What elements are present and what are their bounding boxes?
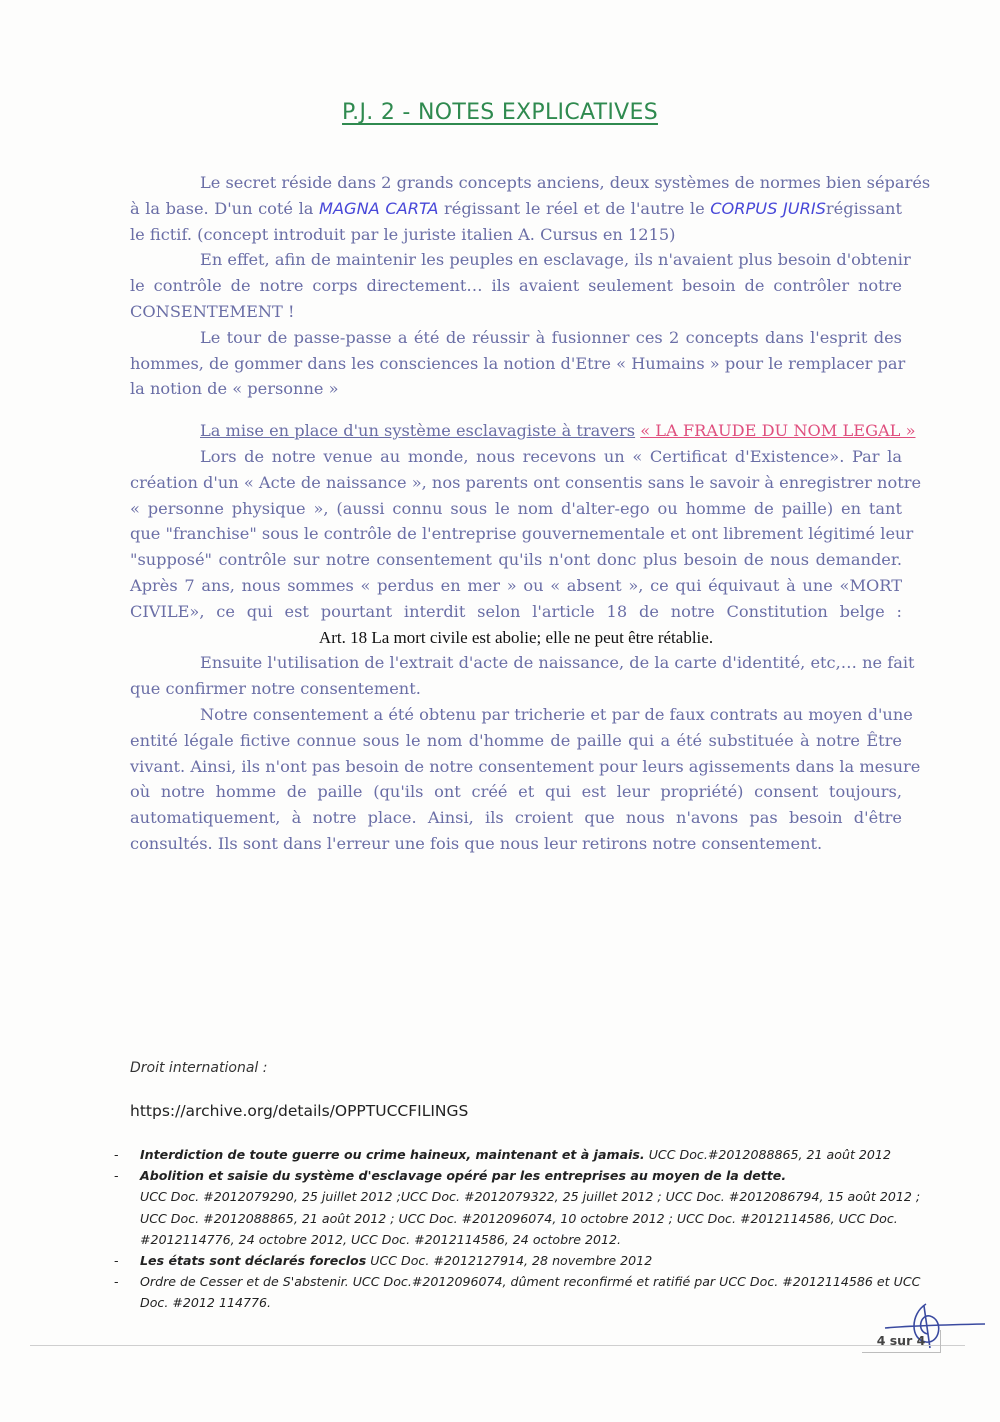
magna-carta-term: MAGNA CARTA bbox=[318, 198, 439, 218]
text-line: consultés. Ils sont dans l'erreur une fois que nous leur retirons notre consentement. bbox=[130, 833, 823, 853]
text-line: Notre consentement a été obtenu par tricherie et par de faux contrats au moyen d'une bbox=[200, 704, 913, 724]
text-line: En effet, afin de maintenir les peuples en esclavage, ils n'avaient plus besoin d'obtenir bbox=[200, 250, 911, 270]
list-dash: - bbox=[114, 1253, 119, 1269]
text-line: que "franchise" sous le contrôle de l'entreprise gouvernementale et ont librement légitimé leur bbox=[130, 524, 914, 544]
text-line: « personne physique », (aussi connu sous le nom d'alter-ego ou homme de paille) en tant bbox=[130, 498, 902, 518]
fraude-heading: « LA FRAUDE DU NOM LEGAL » bbox=[640, 421, 916, 441]
text-line: Le tour de passe-passe a été de réussir à fusionner ces 2 concepts dans l'esprit des bbox=[200, 327, 902, 347]
text-line: vivant. Ainsi, ils n'ont pas besoin de notre consentement pour leurs agissements dans la mesure bbox=[130, 756, 921, 776]
document-title: P.J. 2 - NOTES EXPLICATIVES bbox=[342, 100, 658, 125]
reference-item: - Interdiction de toute guerre ou crime haineux, maintenant et à jamais. UCC Doc.#2012088865, 21 août 2012 bbox=[140, 1144, 930, 1165]
text-line: CIVILE», ce qui est pourtant interdit selon l'article 18 de notre Constitution belge : bbox=[130, 601, 902, 621]
page-number: 4 sur 4 bbox=[862, 1330, 941, 1353]
main-text bbox=[130, 170, 931, 857]
text-line: "supposé" contrôle sur notre consentement qu'ils n'ont donc plus besoin de nous demander. bbox=[130, 550, 902, 570]
footer-divider bbox=[30, 1345, 965, 1346]
text-line: Ensuite l'utilisation de l'extrait d'acte de naissance, de la carte d'identité, etc,… ne fait bbox=[200, 653, 915, 673]
list-dash: - bbox=[114, 1168, 119, 1184]
text-line: le fictif. (concept introduit par le juriste italien A. Cursus en 1215) bbox=[130, 224, 676, 244]
corpus-juris-term: CORPUS JURIS bbox=[710, 198, 826, 218]
reference-item: - Les états sont déclarés foreclos UCC Doc. #2012127914, 28 novembre 2012 bbox=[140, 1250, 930, 1271]
text-line: la notion de « personne » bbox=[130, 379, 339, 399]
text-line: hommes, de gommer dans les consciences la notion d'Etre « Humains » pour le remplacer par bbox=[130, 353, 906, 373]
text-line: Le secret réside dans 2 grands concepts anciens, deux systèmes de normes bien séparés bbox=[200, 173, 931, 192]
archive-url[interactable]: https://archive.org/details/OPPTUCCFILINGS bbox=[130, 1102, 469, 1120]
text-line: à la base. D'un coté la MAGNA CARTA régissant le réel et de l'autre le CORPUS JURISrégissant bbox=[130, 198, 902, 218]
text-line: Lors de notre venue au monde, nous recevons un « Certificat d'Existence». Par la bbox=[200, 446, 902, 466]
text-line: le contrôle de notre corps directement… ils avaient seulement besoin de contrôler notre bbox=[130, 276, 902, 296]
list-dash: - bbox=[114, 1147, 119, 1162]
text-line: Après 7 ans, nous sommes « perdus en mer » ou « absent », ce qui équivaut à une «MORT bbox=[130, 575, 902, 595]
section-heading: La mise en place d'un système esclavagiste à travers « LA FRAUDE DU NOM LEGAL » bbox=[200, 421, 916, 441]
list-dash: - bbox=[114, 1274, 119, 1290]
text-line: que confirmer notre consentement. bbox=[130, 679, 421, 699]
text-line: entité légale fictive connue sous le nom d'homme de paille qui a été substituée à notre Être bbox=[130, 730, 902, 750]
reference-list bbox=[114, 1144, 930, 1314]
reference-item: - Ordre de Cesser et de S'abstenir. UCC Doc.#2012096074, dûment reconfirmé et ratifié par UCC Doc. #2012114586 et UCC Doc. #2012 114776. bbox=[140, 1271, 930, 1313]
text-line: où notre homme de paille (qu'ils ont créé et qui est leur propriété) consent toujours, bbox=[130, 782, 902, 802]
text-line: CONSENTEMENT ! bbox=[130, 301, 295, 321]
droit-international-label: Droit international : bbox=[130, 1060, 268, 1076]
text-line: automatiquement, à notre place. Ainsi, ils croient que nous n'avons pas besoin d'être bbox=[130, 808, 902, 828]
text-line: création d'un « Acte de naissance », nos parents ont consentis sans le savoir à enregistrer notre bbox=[130, 472, 922, 492]
reference-item: - Abolition et saisie du système d'esclavage opéré par les entreprises au moyen de la dette. UCC Doc. #2012079290, 25 juillet 2012 ;UCC Doc. #2012079322, 25 juillet 2012 ; UCC Doc. #2012086794, 15 août 2012 ; UCC Doc. #2012088865, 21 août 2012 ; UCC Doc. #2012096074, 10 octobre 2012 ; UCC Doc. #2012114586, UCC Doc. #2012114776, 24 octobre 2012, UCC Doc. #2012114586, 24 octobre 2012. bbox=[140, 1165, 930, 1250]
article-18-quote: Art. 18 La mort civile est abolie; elle ne peut être rétablie. bbox=[318, 627, 714, 647]
